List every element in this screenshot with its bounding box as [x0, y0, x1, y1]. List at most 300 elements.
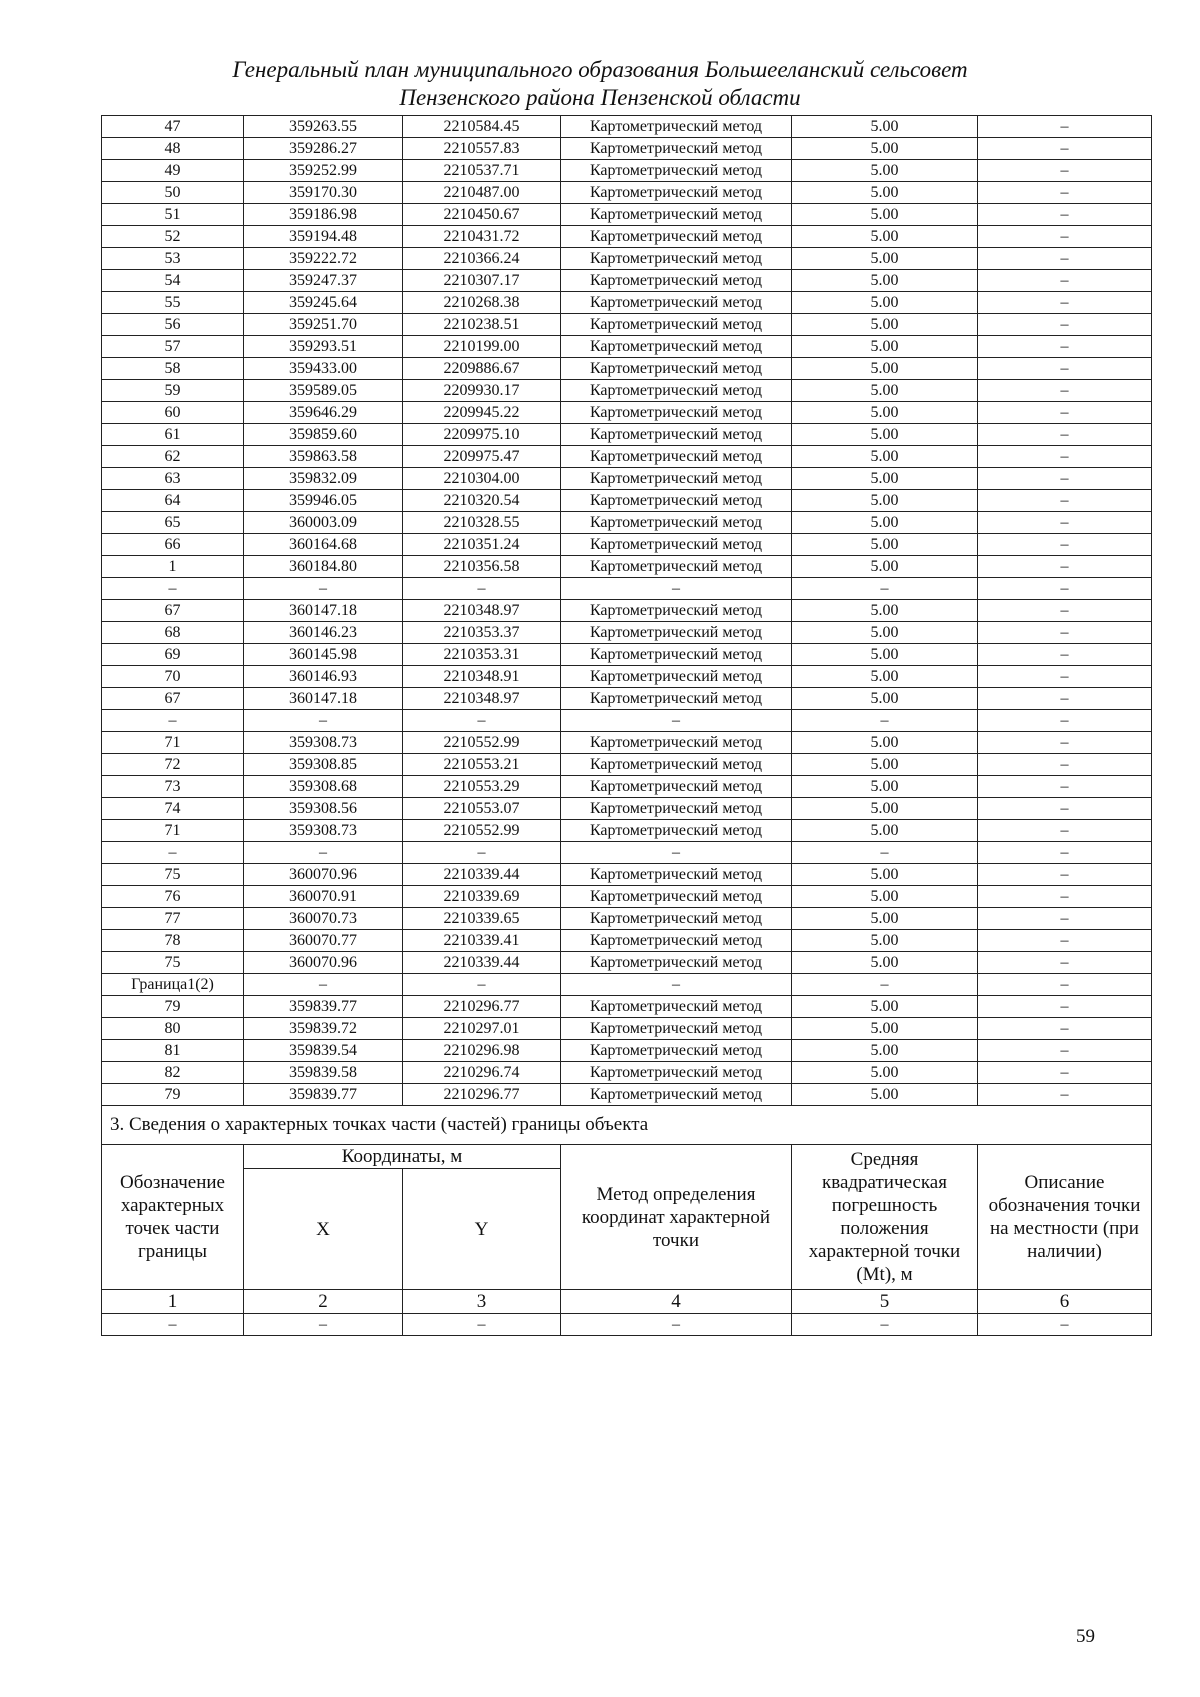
table-cell: – — [978, 160, 1152, 182]
table-cell: – — [978, 512, 1152, 534]
table-cell: 359251.70 — [244, 314, 403, 336]
table-cell: 51 — [102, 204, 244, 226]
table-cell: 64 — [102, 490, 244, 512]
table-cell: 2210366.24 — [403, 248, 561, 270]
header-point-designation: Обозначение характерных точек части границы — [102, 1145, 244, 1290]
table-cell: 360003.09 — [244, 512, 403, 534]
table-cell: 55 — [102, 292, 244, 314]
table-cell: 359194.48 — [244, 226, 403, 248]
table-cell: – — [403, 842, 561, 864]
table-cell: – — [978, 688, 1152, 710]
table-cell: – — [102, 1314, 244, 1336]
table-cell: 2210348.91 — [403, 666, 561, 688]
table-cell: 2210320.54 — [403, 490, 561, 512]
table-cell: Картометрический метод — [561, 666, 792, 688]
table-cell: 5.00 — [792, 292, 978, 314]
header-line-1: Генеральный план муниципального образования Большееланский сельсовет — [232, 57, 968, 82]
table-row — [102, 930, 1152, 952]
table-cell: Картометрический метод — [561, 776, 792, 798]
table-cell: – — [978, 182, 1152, 204]
table-cell: 2210557.83 — [403, 138, 561, 160]
table-cell: 359308.85 — [244, 754, 403, 776]
table-cell: 5.00 — [792, 1040, 978, 1062]
table-cell: – — [978, 754, 1152, 776]
table-cell: 5.00 — [792, 600, 978, 622]
table-cell: 2210238.51 — [403, 314, 561, 336]
table-cell: 2210199.00 — [403, 336, 561, 358]
table-cell: Картометрический метод — [561, 380, 792, 402]
table-cell: 63 — [102, 468, 244, 490]
table-cell: Картометрический метод — [561, 798, 792, 820]
table-cell: – — [792, 842, 978, 864]
column-number: 3 — [403, 1290, 561, 1314]
table-cell: – — [978, 798, 1152, 820]
table-cell: 71 — [102, 732, 244, 754]
table-cell: – — [978, 446, 1152, 468]
table-row — [102, 776, 1152, 798]
table-cell: 2209975.47 — [403, 446, 561, 468]
table-row — [102, 578, 1152, 600]
table-row — [102, 402, 1152, 424]
table-cell: Картометрический метод — [561, 512, 792, 534]
table-cell: 59 — [102, 380, 244, 402]
table-cell: Картометрический метод — [561, 490, 792, 512]
table-cell: – — [792, 1314, 978, 1336]
table-cell: Картометрический метод — [561, 1018, 792, 1040]
table-cell: – — [244, 842, 403, 864]
table-cell: 76 — [102, 886, 244, 908]
table-cell: – — [561, 974, 792, 996]
table-row — [102, 622, 1152, 644]
table-cell: – — [978, 842, 1152, 864]
table-cell: 5.00 — [792, 732, 978, 754]
table-cell: Картометрический метод — [561, 952, 792, 974]
table-cell: 2209975.10 — [403, 424, 561, 446]
table-cell: Картометрический метод — [561, 644, 792, 666]
table-row — [102, 556, 1152, 578]
table-cell: 2209930.17 — [403, 380, 561, 402]
table-row — [102, 1018, 1152, 1040]
table-cell: 2210351.24 — [403, 534, 561, 556]
table-cell: 5.00 — [792, 644, 978, 666]
table-cell: – — [978, 270, 1152, 292]
table-row — [102, 710, 1152, 732]
table-cell: 359832.09 — [244, 468, 403, 490]
table-cell: 50 — [102, 182, 244, 204]
table-row — [102, 292, 1152, 314]
table-cell: 2210296.74 — [403, 1062, 561, 1084]
table-row — [102, 182, 1152, 204]
table-cell: 5.00 — [792, 402, 978, 424]
table-cell: 69 — [102, 644, 244, 666]
table-cell: – — [403, 710, 561, 732]
table-cell: 360070.91 — [244, 886, 403, 908]
table-cell: 2210304.00 — [403, 468, 561, 490]
table-cell: 359247.37 — [244, 270, 403, 292]
table-cell: Картометрический метод — [561, 270, 792, 292]
table-cell: 2210553.21 — [403, 754, 561, 776]
table-row — [102, 314, 1152, 336]
table-cell: 5.00 — [792, 908, 978, 930]
table-cell: 360070.96 — [244, 864, 403, 886]
table-cell: – — [978, 248, 1152, 270]
section3-number-row — [102, 1290, 1152, 1314]
table-cell: Картометрический метод — [561, 314, 792, 336]
page-number: 59 — [1076, 1626, 1095, 1647]
table-cell: Картометрический метод — [561, 622, 792, 644]
table-cell: – — [978, 1084, 1152, 1106]
table-cell: – — [978, 644, 1152, 666]
table-cell: 360184.80 — [244, 556, 403, 578]
table-cell: 5.00 — [792, 336, 978, 358]
table-row — [102, 842, 1152, 864]
table-cell: Картометрический метод — [561, 402, 792, 424]
table-cell: 359308.56 — [244, 798, 403, 820]
table-cell: 2210307.17 — [403, 270, 561, 292]
table-cell: 2210552.99 — [403, 820, 561, 842]
table-cell: 2210552.99 — [403, 732, 561, 754]
table-cell: 75 — [102, 952, 244, 974]
section3-header-row-1 — [102, 1145, 1152, 1169]
table-cell: – — [978, 732, 1152, 754]
table-cell: 5.00 — [792, 512, 978, 534]
table-cell: 359839.72 — [244, 1018, 403, 1040]
table-cell: 66 — [102, 534, 244, 556]
column-number: 6 — [978, 1290, 1152, 1314]
table-cell: – — [978, 204, 1152, 226]
table-row — [102, 490, 1152, 512]
table-cell: 5.00 — [792, 226, 978, 248]
table-cell: 1 — [102, 556, 244, 578]
table-cell: Картометрический метод — [561, 424, 792, 446]
table-cell: 359286.27 — [244, 138, 403, 160]
table-cell: Картометрический метод — [561, 226, 792, 248]
table-row — [102, 468, 1152, 490]
header-error-text: Средняя квадратическая погрешность положения характерной точки (Mt), м — [808, 1149, 961, 1285]
table-row — [102, 380, 1152, 402]
table-cell: 359839.54 — [244, 1040, 403, 1062]
table-cell: Картометрический метод — [561, 754, 792, 776]
table-cell: – — [244, 710, 403, 732]
table-cell: 2210297.01 — [403, 1018, 561, 1040]
table-cell: – — [978, 490, 1152, 512]
table-cell: – — [978, 710, 1152, 732]
table-cell: – — [978, 1040, 1152, 1062]
table-cell: 5.00 — [792, 270, 978, 292]
table-cell: 47 — [102, 116, 244, 138]
table-row — [102, 424, 1152, 446]
table-cell: 2210339.65 — [403, 908, 561, 930]
table-cell: Картометрический метод — [561, 248, 792, 270]
table-cell: 2210356.58 — [403, 556, 561, 578]
table-cell: 2210296.77 — [403, 1084, 561, 1106]
table-cell: – — [244, 578, 403, 600]
table-cell: – — [102, 842, 244, 864]
table-cell: 359839.58 — [244, 1062, 403, 1084]
table-row — [102, 864, 1152, 886]
table-cell: 2210431.72 — [403, 226, 561, 248]
table-cell: – — [978, 292, 1152, 314]
table-cell: – — [244, 1314, 403, 1336]
header-line-2: Пензенского района Пензенской области — [399, 85, 801, 110]
table-cell: 359839.77 — [244, 996, 403, 1018]
table-row — [102, 886, 1152, 908]
table-cell: – — [792, 578, 978, 600]
table-cell: 62 — [102, 446, 244, 468]
table-cell: 74 — [102, 798, 244, 820]
table-cell: 78 — [102, 930, 244, 952]
column-number: 5 — [792, 1290, 978, 1314]
header-x: X — [244, 1169, 403, 1290]
table-cell: 360164.68 — [244, 534, 403, 556]
table-cell: – — [978, 930, 1152, 952]
table-row — [102, 204, 1152, 226]
table-cell: 2209886.67 — [403, 358, 561, 380]
table-cell: 360147.18 — [244, 688, 403, 710]
table-cell: 359308.73 — [244, 820, 403, 842]
table-cell: Картометрический метод — [561, 996, 792, 1018]
table-cell: Картометрический метод — [561, 820, 792, 842]
table-cell: 67 — [102, 600, 244, 622]
table-cell: 5.00 — [792, 688, 978, 710]
column-number: 4 — [561, 1290, 792, 1314]
table-cell: 359308.68 — [244, 776, 403, 798]
table-cell: 2210537.71 — [403, 160, 561, 182]
table-cell: 5.00 — [792, 556, 978, 578]
table-row — [102, 446, 1152, 468]
table-cell: 2210348.97 — [403, 600, 561, 622]
table-cell: – — [978, 138, 1152, 160]
table-cell: 359186.98 — [244, 204, 403, 226]
table-cell: 79 — [102, 996, 244, 1018]
table-cell: 2210339.44 — [403, 952, 561, 974]
table-cell: Картометрический метод — [561, 688, 792, 710]
table-row — [102, 226, 1152, 248]
table-cell: 82 — [102, 1062, 244, 1084]
table-cell: – — [403, 578, 561, 600]
table-cell: 359245.64 — [244, 292, 403, 314]
table-cell: – — [978, 952, 1152, 974]
table-cell: – — [978, 578, 1152, 600]
table-row — [102, 754, 1152, 776]
table-cell: – — [978, 820, 1152, 842]
table-cell: 5.00 — [792, 182, 978, 204]
table-cell: 2210450.67 — [403, 204, 561, 226]
table-cell: Картометрический метод — [561, 160, 792, 182]
table-cell: 54 — [102, 270, 244, 292]
table-row — [102, 270, 1152, 292]
table-cell: Картометрический метод — [561, 930, 792, 952]
table-row — [102, 1040, 1152, 1062]
table-cell: 65 — [102, 512, 244, 534]
table-cell: 2210339.69 — [403, 886, 561, 908]
table-cell: 360070.73 — [244, 908, 403, 930]
table-cell: – — [978, 908, 1152, 930]
table-cell: 5.00 — [792, 622, 978, 644]
table-cell: Картометрический метод — [561, 446, 792, 468]
table-cell: 5.00 — [792, 138, 978, 160]
table-cell: 5.00 — [792, 776, 978, 798]
table-row — [102, 116, 1152, 138]
table-cell: 5.00 — [792, 930, 978, 952]
table-cell: 5.00 — [792, 996, 978, 1018]
table-cell: 52 — [102, 226, 244, 248]
table-row — [102, 600, 1152, 622]
table-cell: 360070.96 — [244, 952, 403, 974]
table-cell: – — [978, 974, 1152, 996]
table-cell: – — [978, 776, 1152, 798]
table-cell: 5.00 — [792, 798, 978, 820]
table-cell: – — [978, 314, 1152, 336]
table-cell: 58 — [102, 358, 244, 380]
table-cell: – — [978, 666, 1152, 688]
table-row — [102, 1084, 1152, 1106]
table-cell: 72 — [102, 754, 244, 776]
table-cell: – — [561, 1314, 792, 1336]
table-cell: 2210268.38 — [403, 292, 561, 314]
table-cell: 2210296.77 — [403, 996, 561, 1018]
table-cell: 5.00 — [792, 468, 978, 490]
table-cell: – — [561, 710, 792, 732]
table-cell: 2210339.44 — [403, 864, 561, 886]
table-cell: 2210296.98 — [403, 1040, 561, 1062]
table-cell: 5.00 — [792, 1062, 978, 1084]
table-cell: 359863.58 — [244, 446, 403, 468]
table-cell: 5.00 — [792, 1084, 978, 1106]
table-cell: – — [978, 1314, 1152, 1336]
header-coordinates: Координаты, м — [244, 1145, 561, 1169]
table-cell: 79 — [102, 1084, 244, 1106]
table-cell: 60 — [102, 402, 244, 424]
table-cell: 359170.30 — [244, 182, 403, 204]
table-cell: – — [978, 226, 1152, 248]
table-cell: 5.00 — [792, 952, 978, 974]
table-cell: Картометрический метод — [561, 864, 792, 886]
table-cell: 360146.93 — [244, 666, 403, 688]
document-header — [0, 56, 1200, 112]
table-cell: 53 — [102, 248, 244, 270]
table-cell: 359646.29 — [244, 402, 403, 424]
table-cell: 5.00 — [792, 490, 978, 512]
table-cell: 359946.05 — [244, 490, 403, 512]
table-row — [102, 160, 1152, 182]
table-cell: – — [244, 974, 403, 996]
table-cell: 5.00 — [792, 666, 978, 688]
table-cell: 73 — [102, 776, 244, 798]
table-cell: 56 — [102, 314, 244, 336]
table-cell: 48 — [102, 138, 244, 160]
table-row — [102, 732, 1152, 754]
table-cell: – — [561, 842, 792, 864]
table-cell: 360147.18 — [244, 600, 403, 622]
table-cell: 5.00 — [792, 534, 978, 556]
table-cell: – — [978, 600, 1152, 622]
table-cell: 360145.98 — [244, 644, 403, 666]
table-cell: Картометрический метод — [561, 138, 792, 160]
table-cell: 359222.72 — [244, 248, 403, 270]
table-row — [102, 952, 1152, 974]
table-cell: Картометрический метод — [561, 292, 792, 314]
table-cell: – — [978, 622, 1152, 644]
table-cell: 5.00 — [792, 886, 978, 908]
table-cell: 67 — [102, 688, 244, 710]
section3-title: 3. Сведения о характерных точках части (частей) границы объекта — [102, 1106, 1152, 1145]
table-cell: 359589.05 — [244, 380, 403, 402]
table-cell: 2210553.07 — [403, 798, 561, 820]
table-cell: – — [978, 116, 1152, 138]
table-row — [102, 974, 1152, 996]
table-cell: – — [561, 578, 792, 600]
table-cell: 81 — [102, 1040, 244, 1062]
table-cell: 5.00 — [792, 380, 978, 402]
table-cell: 2210339.41 — [403, 930, 561, 952]
header-description: Описание обозначения точки на местности (при наличии) — [978, 1145, 1152, 1290]
table-cell: 70 — [102, 666, 244, 688]
table-cell: Картометрический метод — [561, 600, 792, 622]
table-cell: 360146.23 — [244, 622, 403, 644]
table-cell: 71 — [102, 820, 244, 842]
table-cell: – — [978, 336, 1152, 358]
table-cell: 360070.77 — [244, 930, 403, 952]
table-cell: 359308.73 — [244, 732, 403, 754]
table-cell: 2210328.55 — [403, 512, 561, 534]
table-cell: Картометрический метод — [561, 886, 792, 908]
table-cell: 61 — [102, 424, 244, 446]
table-row — [102, 512, 1152, 534]
table-cell: – — [792, 974, 978, 996]
table-cell: Картометрический метод — [561, 204, 792, 226]
table-cell: 5.00 — [792, 116, 978, 138]
table-cell: Граница1(2) — [102, 974, 244, 996]
table-cell: 2210353.31 — [403, 644, 561, 666]
header-y: Y — [403, 1169, 561, 1290]
table-cell: – — [978, 1062, 1152, 1084]
table-cell: 77 — [102, 908, 244, 930]
table-cell: – — [978, 534, 1152, 556]
table-cell: – — [978, 864, 1152, 886]
table-cell: 2209945.22 — [403, 402, 561, 424]
table-cell: 5.00 — [792, 820, 978, 842]
table-cell: 5.00 — [792, 424, 978, 446]
table-cell: – — [978, 996, 1152, 1018]
table-cell: 359293.51 — [244, 336, 403, 358]
table-cell: 5.00 — [792, 358, 978, 380]
table-cell: 5.00 — [792, 314, 978, 336]
table-row — [102, 248, 1152, 270]
table-cell: – — [978, 424, 1152, 446]
table-cell: 5.00 — [792, 1018, 978, 1040]
table-cell: 2210487.00 — [403, 182, 561, 204]
table-cell: – — [403, 1314, 561, 1336]
table-row — [102, 358, 1152, 380]
table-cell: Картометрический метод — [561, 908, 792, 930]
table-cell: – — [978, 1018, 1152, 1040]
section3 — [102, 1106, 1152, 1336]
table-cell: 68 — [102, 622, 244, 644]
table-cell: 2210348.97 — [403, 688, 561, 710]
column-number: 2 — [244, 1290, 403, 1314]
table-cell: Картометрический метод — [561, 116, 792, 138]
table-cell: – — [403, 974, 561, 996]
table-cell: 49 — [102, 160, 244, 182]
table-cell: – — [978, 468, 1152, 490]
table-row — [102, 1062, 1152, 1084]
table-cell: 359433.00 — [244, 358, 403, 380]
table-row — [102, 666, 1152, 688]
table-row — [102, 820, 1152, 842]
table-cell: 57 — [102, 336, 244, 358]
column-number: 1 — [102, 1290, 244, 1314]
